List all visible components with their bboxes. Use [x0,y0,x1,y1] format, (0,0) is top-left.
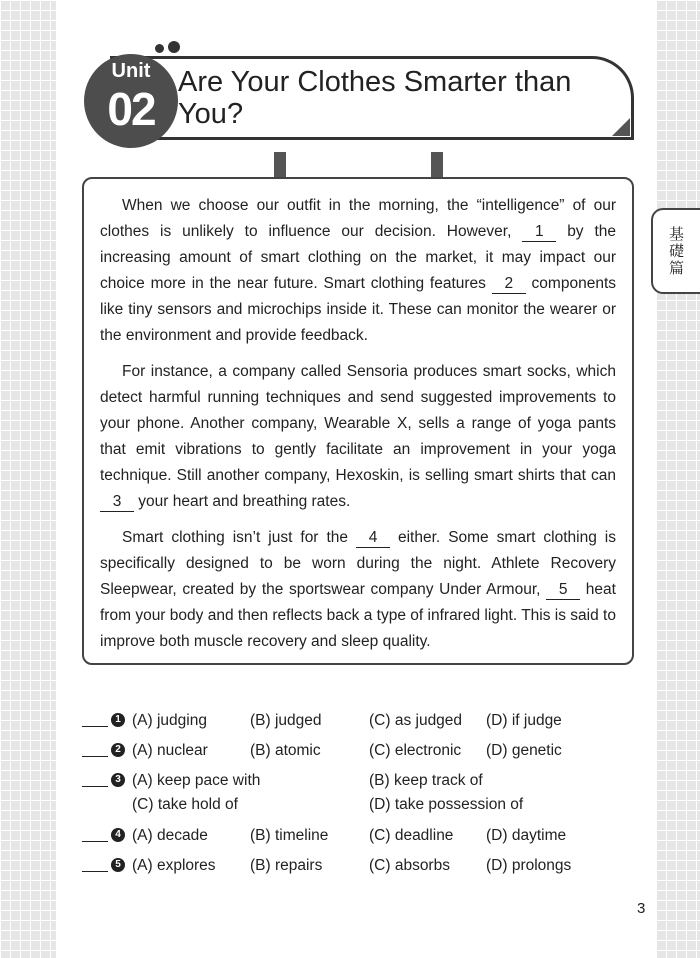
answer-line-2[interactable] [82,756,108,757]
answer-line-3[interactable] [82,786,108,787]
answer-line-5[interactable] [82,871,108,872]
banner-post-left [274,152,286,178]
option-4d: (D) daytime [486,827,567,844]
blank-5: 5 [546,581,580,600]
unit-number: 02 [107,83,155,135]
passage-paragraph-3: Smart clothing isn’t just for the 4 either. Some smart clothing is specifically designed to be worn during the night. Athlete Recovery Sleepwear, created by the sportswear company Under Armour, 5 heat from your body and then reflects back a type of infrared light. This is said to improve both muscle recovery and sleep quality. [100,529,617,650]
question-number-4: 4 [111,828,125,842]
right-margin-pattern [656,0,700,958]
option-2c: (C) electronic [369,742,462,759]
page-number: 3 [637,900,646,917]
option-2d: (D) genetic [486,742,562,759]
blank-2: 2 [492,275,526,294]
option-5a: (A) explores [132,857,216,874]
reading-passage [82,177,634,665]
option-5c: (C) absorbs [369,857,450,874]
question-number-5: 5 [111,858,125,872]
option-3a: (A) keep pace with [132,772,261,789]
left-margin-pattern [0,0,56,958]
option-5d: (D) prolongs [486,857,572,874]
option-3b: (B) keep track of [369,772,483,789]
option-2a: (A) nuclear [132,742,208,759]
banner-post-right [431,152,443,178]
passage-paragraph-1: When we choose our outfit in the morning, the “intelligence” of our clothes is unlikely to influence our decision. However, 1 by the increasing amount of smart clothing on the market, it may impact our choice more in the near future. Smart clothing features 2 components like tiny sensors and microchips inside it. These can monitor the wearer or the environment and provide feedback. [100,197,616,344]
option-3d: (D) take possession of [369,796,524,813]
unit-label: Unit [111,60,151,82]
passage-paragraph-2: For instance, a company called Sensoria produces smart socks, which detect harmful running techniques and send suggested improvements to your phone. Another company, Wearable X, sells a range of yoga pants that emit vibrations to gently facilitate an improvement in your yoga technique. Still another company, Hexoskin, is selling smart shirts that can 3 your heart and breathing rates. [100,363,616,510]
option-1c: (C) as judged [369,712,463,729]
question-number-3: 3 [111,773,125,787]
answer-line-1[interactable] [82,726,108,727]
page-title: Are Your Clothes Smarter than You? [178,66,572,130]
option-4b: (B) timeline [250,827,329,844]
section-tab [651,208,700,294]
option-1d: (D) if judge [486,712,562,729]
blank-3: 3 [100,493,134,512]
question-number-2: 2 [111,743,125,757]
blank-4: 4 [356,529,390,548]
dot-large [168,41,180,53]
question-number-1: 1 [111,713,125,727]
option-3c: (C) take hold of [132,796,238,813]
option-4a: (A) decade [132,827,208,844]
blank-1: 1 [522,223,556,242]
unit-badge [84,54,178,148]
option-5b: (B) repairs [250,857,323,874]
section-tab-label: 基礎篇 [667,225,685,277]
option-4c: (C) deadline [369,827,454,844]
option-1b: (B) judged [250,712,322,729]
option-1a: (A) judging [132,712,207,729]
answer-line-4[interactable] [82,841,108,842]
dot-small [155,44,164,53]
option-2b: (B) atomic [250,742,321,759]
